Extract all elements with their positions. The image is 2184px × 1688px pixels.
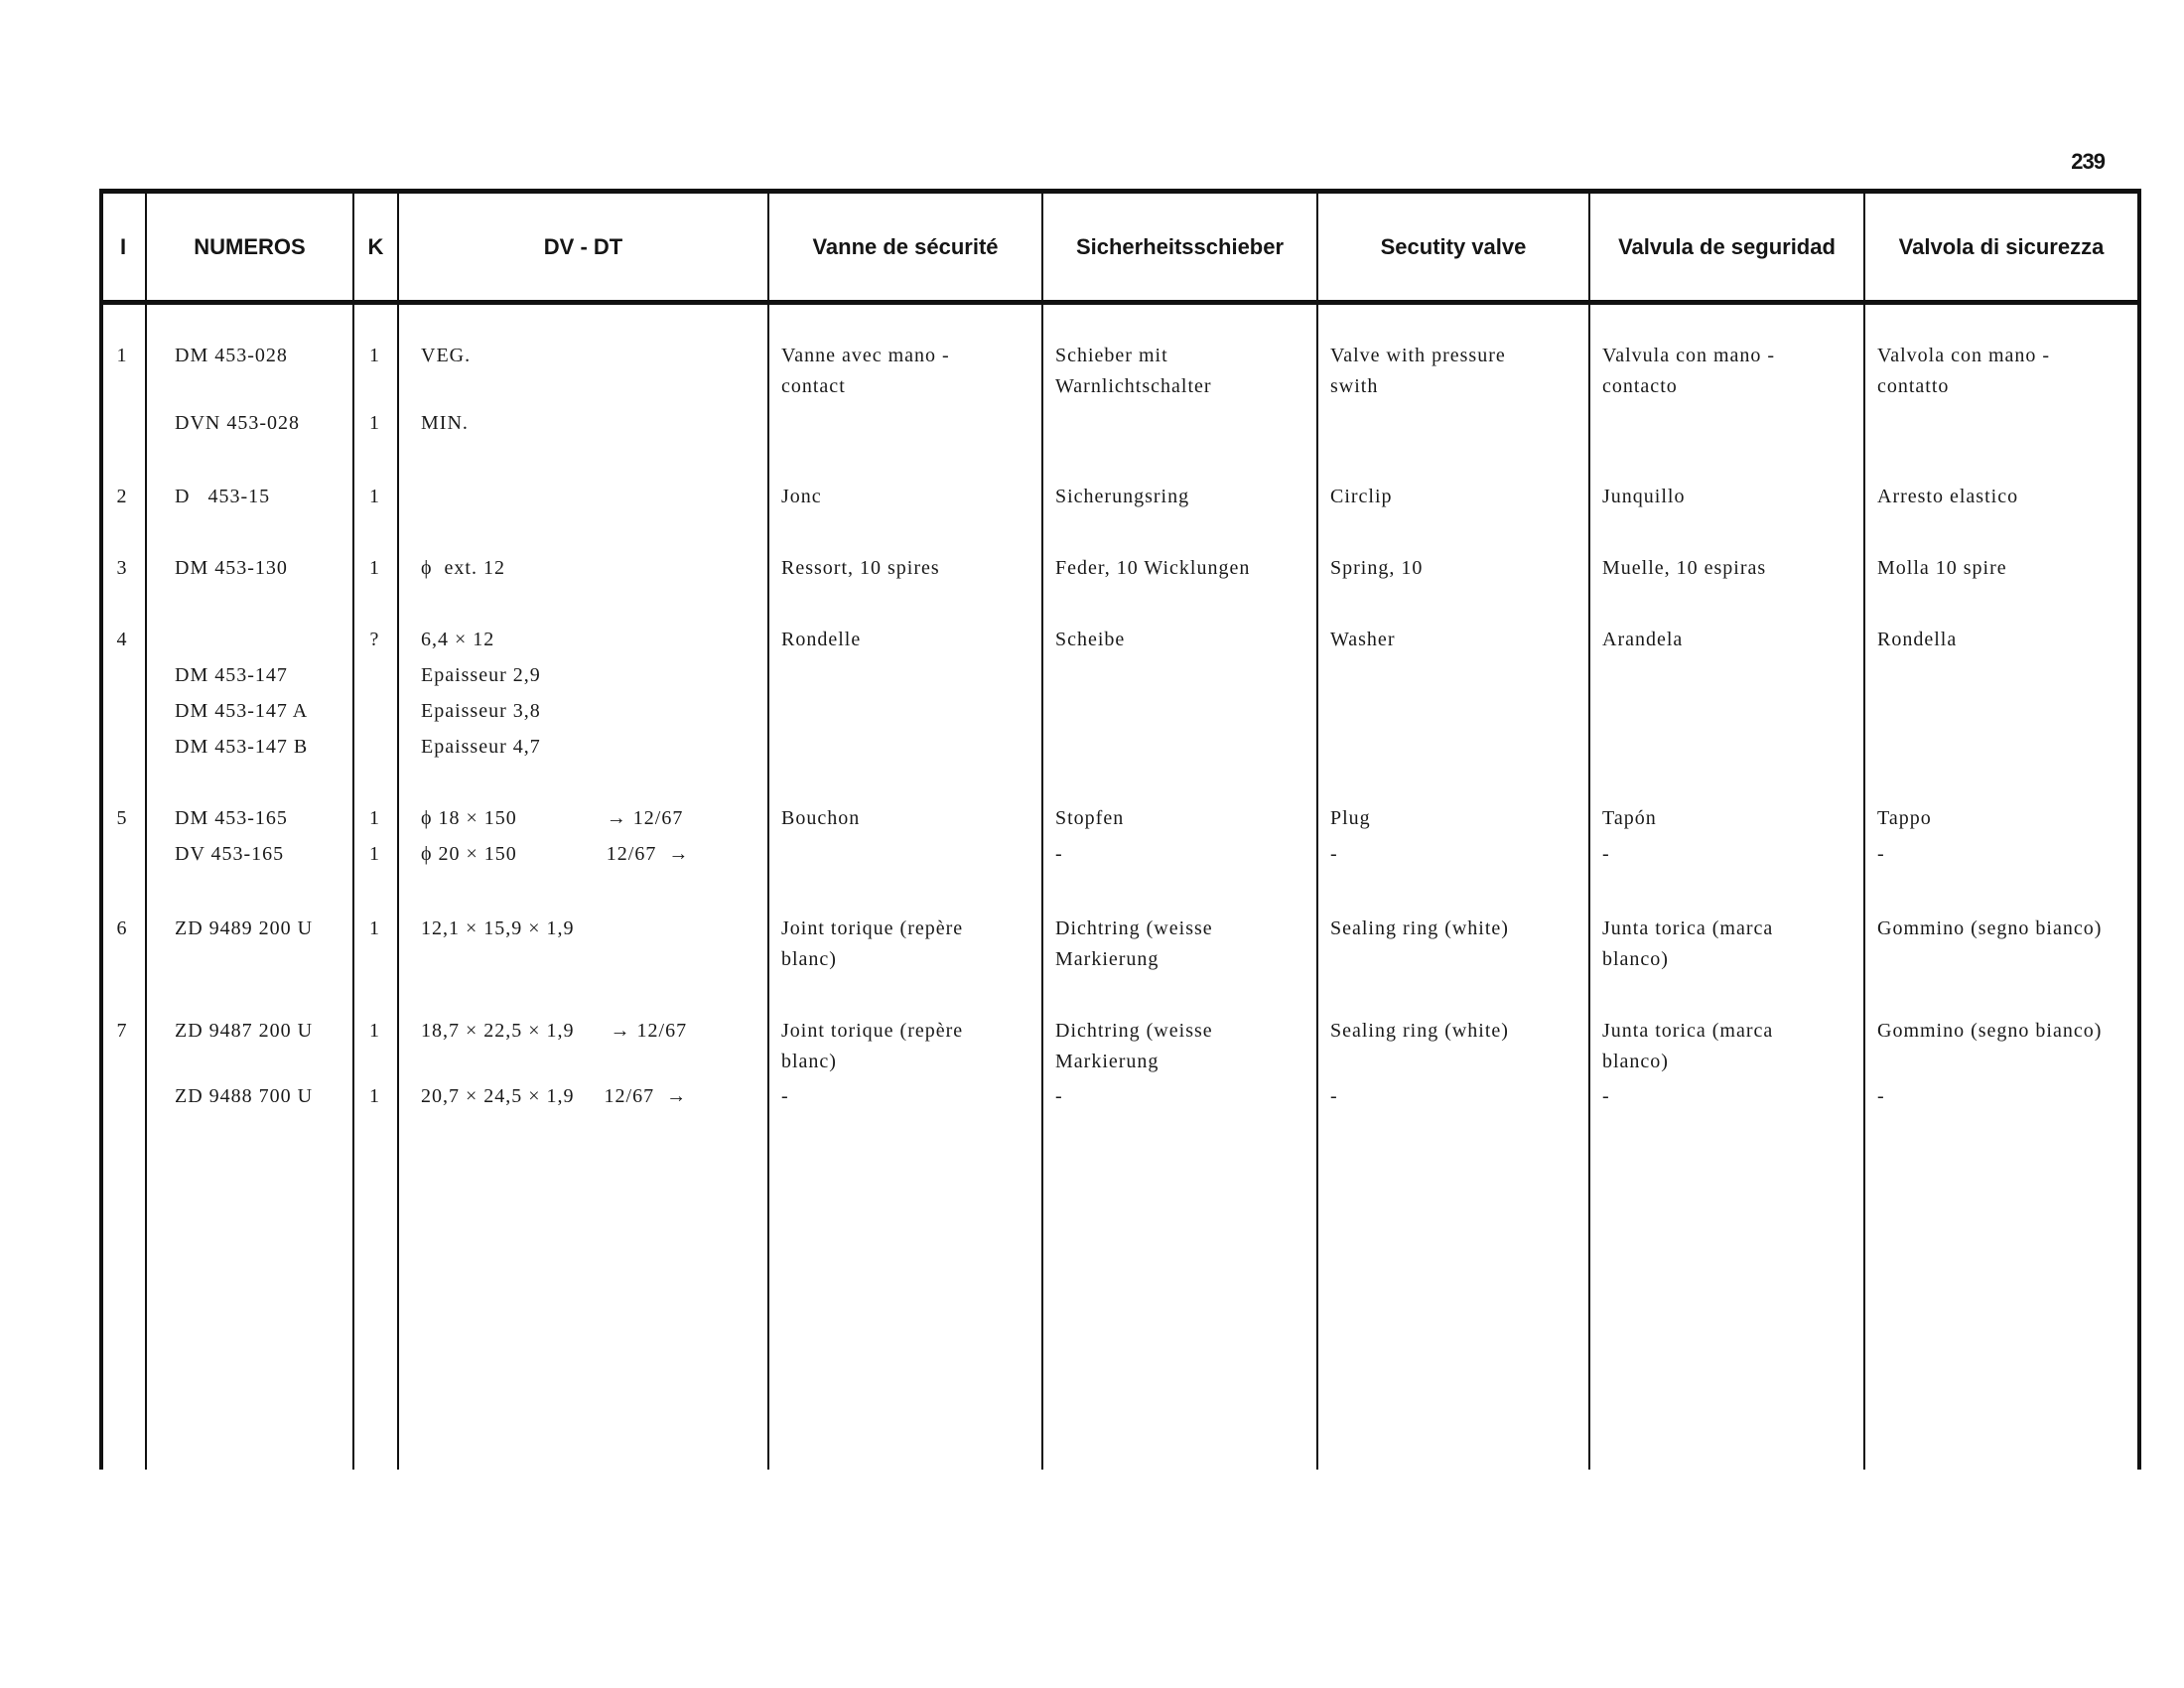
table-cell: - <box>1330 1085 1338 1107</box>
table-cell: Muelle, 10 espiras <box>1602 557 1767 579</box>
table-cell: 1 <box>369 412 380 434</box>
table-cell: Junta torica (marca blanco) <box>1602 1020 1774 1072</box>
table-cell: Valvula con mano - contacto <box>1602 345 1776 397</box>
table-cell: Feder, 10 Wicklungen <box>1055 557 1251 579</box>
table-cell: ϕ 18 × 150 → 12/67 <box>421 807 684 829</box>
table-cell: Joint torique (repère blanc) <box>781 1020 964 1072</box>
table-cell: 6,4 × 12 <box>421 629 495 650</box>
table-cell: Plug <box>1330 807 1371 829</box>
table-cell: 7 <box>116 1020 128 1042</box>
table-cell: Bouchon <box>781 807 861 829</box>
table-cell: 1 <box>369 345 380 366</box>
table-cell: ZD 9488 700 U <box>175 1085 314 1107</box>
column-divider <box>145 189 147 1470</box>
table-cell: 1 <box>369 917 380 939</box>
column-header-it: Valvola di sicurezza <box>1898 234 2105 259</box>
table-cell: 1 <box>369 843 380 865</box>
table-cell: Gommino (segno bianco) <box>1877 1020 2103 1042</box>
table-cell: Rondelle <box>781 629 862 650</box>
column-divider <box>1588 189 1590 1470</box>
table-cell: MIN. <box>421 412 469 434</box>
table-cell: 18,7 × 22,5 × 1,9 → 12/67 <box>421 1020 688 1042</box>
table-cell: 1 <box>369 486 380 507</box>
table-cell: DV 453-165 <box>175 843 285 865</box>
column-header-k: K <box>367 234 384 259</box>
table-cell: - <box>781 1085 789 1107</box>
table-cell: DM 453-147 <box>175 664 288 686</box>
table-cell: Epaisseur 2,9 <box>421 664 541 686</box>
table-cell: Stopfen <box>1055 807 1125 829</box>
table-cell: Valvola con mano - contatto <box>1877 345 2051 397</box>
table-cell: Jonc <box>781 486 822 507</box>
table-cell: Vanne avec mano - contact <box>781 345 950 397</box>
table-cell: Sealing ring (white) <box>1330 917 1509 939</box>
table-cell: Joint torique (repère blanc) <box>781 917 964 970</box>
page-number: 239 <box>2071 149 2105 174</box>
table-cell: DVN 453-028 <box>175 412 300 434</box>
table-cell: Scheibe <box>1055 629 1126 650</box>
table-cell: DM 453-130 <box>175 557 288 579</box>
table-cell: - <box>1055 1085 1063 1107</box>
table-cell: - <box>1602 843 1610 865</box>
column-header-numeros: NUMEROS <box>194 234 306 259</box>
table-cell: Washer <box>1330 629 1396 650</box>
table-cell: Epaisseur 4,7 <box>421 736 541 758</box>
table-cell: ZD 9487 200 U <box>175 1020 314 1042</box>
table-cell: D 453-15 <box>175 486 271 507</box>
table-cell: Dichtring (weisse Markierung <box>1055 917 1213 970</box>
table-cell: Valve with pressure swith <box>1330 345 1506 397</box>
column-header-dvdt: DV - DT <box>543 234 623 259</box>
table-cell: 12,1 × 15,9 × 1,9 <box>421 917 575 939</box>
table-cell: 6 <box>116 917 128 939</box>
column-header-es: Valvula de seguridad <box>1618 234 1836 259</box>
table-top-rule <box>99 189 2141 194</box>
table-cell: ϕ 20 × 150 12/67 → <box>421 843 690 865</box>
table-cell: Schieber mit Warnlichtschalter <box>1055 345 1212 397</box>
column-divider <box>1863 189 1865 1470</box>
table-cell: VEG. <box>421 345 472 366</box>
column-divider <box>767 189 769 1470</box>
table-cell: Tapón <box>1602 807 1657 829</box>
table-cell: DM 453-147 A <box>175 700 309 722</box>
column-header-de: Sicherheitsschieber <box>1075 234 1285 259</box>
table-cell: Junta torica (marca blanco) <box>1602 917 1774 970</box>
table-cell: 5 <box>116 807 128 829</box>
table-cell: - <box>1330 843 1338 865</box>
table-cell: Tappo <box>1877 807 1932 829</box>
table-cell: 1 <box>116 345 128 366</box>
column-divider <box>2137 189 2141 1470</box>
column-divider <box>1041 189 1043 1470</box>
table-cell: 3 <box>116 557 128 579</box>
table-cell: Dichtring (weisse Markierung <box>1055 1020 1213 1072</box>
column-header-i: I <box>119 234 127 259</box>
table-cell: Circlip <box>1330 486 1393 507</box>
table-cell: 4 <box>116 629 128 650</box>
table-cell: 1 <box>369 557 380 579</box>
table-cell: ϕ ext. 12 <box>421 557 505 579</box>
table-cell: Arandela <box>1602 629 1684 650</box>
table-cell: Arresto elastico <box>1877 486 2019 507</box>
column-header-fr: Vanne de sécurité <box>812 234 999 259</box>
table-cell: Junquillo <box>1602 486 1686 507</box>
table-cell: Sealing ring (white) <box>1330 1020 1509 1042</box>
table-cell: Spring, 10 <box>1330 557 1424 579</box>
table-cell: DM 453-165 <box>175 807 288 829</box>
table-cell: 2 <box>116 486 128 507</box>
table-cell: Epaisseur 3,8 <box>421 700 541 722</box>
table-cell: DM 453-028 <box>175 345 288 366</box>
table-cell: 1 <box>369 807 380 829</box>
table-cell: - <box>1877 843 1885 865</box>
table-cell: Ressort, 10 spires <box>781 557 940 579</box>
table-cell: - <box>1055 843 1063 865</box>
table-cell: Sicherungsring <box>1055 486 1190 507</box>
table-cell: Gommino (segno bianco) <box>1877 917 2103 939</box>
table-cell: ? <box>369 629 380 650</box>
column-divider <box>397 189 399 1470</box>
table-cell: - <box>1602 1085 1610 1107</box>
table-cell: Rondella <box>1877 629 1958 650</box>
table-cell: 1 <box>369 1020 380 1042</box>
table-cell: - <box>1877 1085 1885 1107</box>
column-header-en: Secutity valve <box>1380 234 1527 259</box>
header-bottom-rule <box>99 300 2141 305</box>
column-divider <box>1316 189 1318 1470</box>
table-cell: 1 <box>369 1085 380 1107</box>
table-cell: Molla 10 spire <box>1877 557 2007 579</box>
table-cell: 20,7 × 24,5 × 1,9 12/67 → <box>421 1085 688 1107</box>
table-cell: DM 453-147 B <box>175 736 309 758</box>
table-cell: ZD 9489 200 U <box>175 917 314 939</box>
